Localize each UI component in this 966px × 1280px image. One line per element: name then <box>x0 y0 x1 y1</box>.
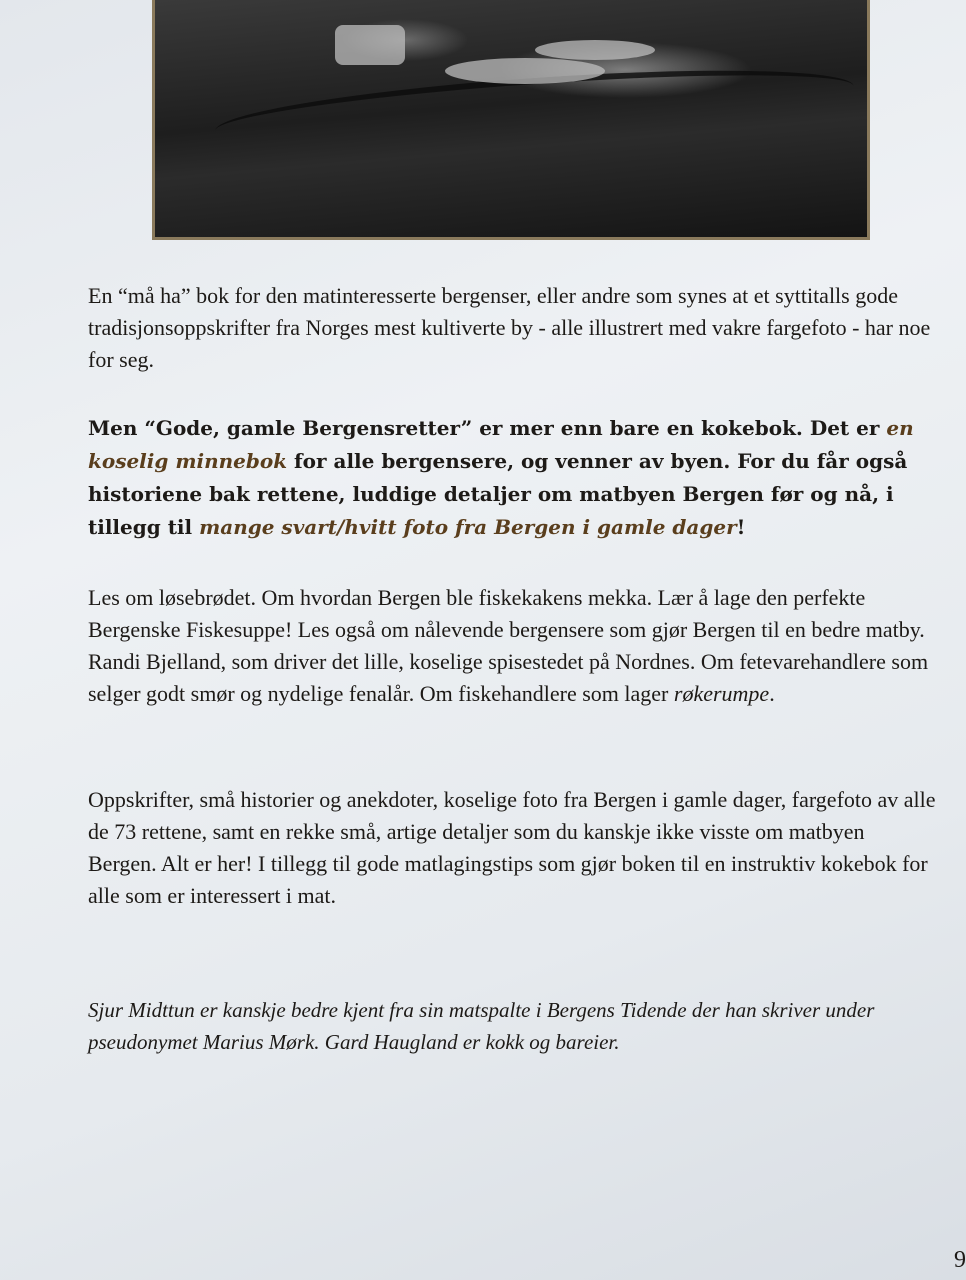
paragraph-intro: En “må ha” bok for den matinteresserte bergenser, eller andre som synes at et syttitalls gode tradisjonsoppskrifter fra Norges mest kultiverte by - alle illustrert med vakre fargefoto - har noe for seg. <box>88 283 931 372</box>
paragraph-features: Oppskrifter, små historier og anekdoter, koselige foto fra Bergen i gamle dager, fargefoto av alle de 73 rettene, samt en rekke små, artige detaljer som du kanskje ikke visste om matbyen Bergen. Alt er her! I tillegg til gode matlagingstips som gjør boken til en instruktiv kokebok for alle som er interessert i mat. <box>88 787 936 908</box>
fish-shape <box>445 58 605 84</box>
fish-shape <box>535 40 655 60</box>
fish-shape <box>335 25 405 65</box>
paragraph-authors: Sjur Midttun er kanskje bedre kjent fra sin matspalte i Bergens Tidende der han skriver under pseudonymet Marius Mørk. Gard Haugland er kokk og bareier. <box>88 998 875 1054</box>
paragraph-highlight: Men “Gode, gamle Bergensretter” er mer enn bare en kokebok. Det er en koselig minnebok for alle bergensere, og venner av byen. For du får også historiene bak rettene, luddige detaljer om matbyen Bergen før og nå, i tillegg til mange svart/hvitt foto fra Bergen i gamle dager! <box>88 416 914 539</box>
page-number: 9 <box>954 1247 966 1273</box>
paragraph-contents: Les om løsebrødet. Om hvordan Bergen ble fiskekakens mekka. Lær å lage den perfekte Bergenske Fiskesuppe! Les også om nålevende bergensere som gjør Bergen til en bedre matby. Randi Bjelland, som driver det lille, koselige spisestedet på Nordnes. Om fetevarehandlere som selger godt smør og nydelige fenalår. Om fiskehandlere som lager røkerumpe. <box>88 585 929 706</box>
book-cover-photo <box>152 0 870 240</box>
